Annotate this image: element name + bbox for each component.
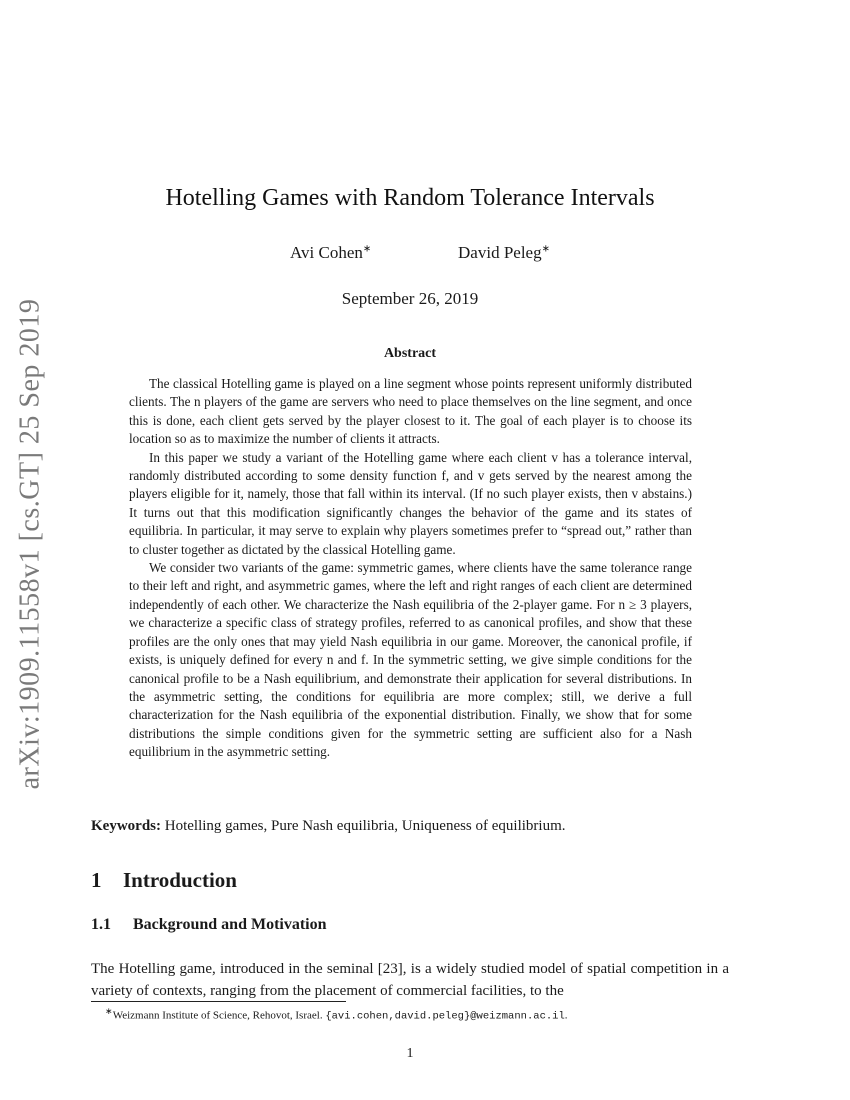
- footnote-mark: ∗: [105, 1006, 113, 1016]
- footnote-text: Weizmann Institute of Science, Rehovot, Israel.: [112, 1009, 323, 1022]
- body-paragraph: The Hotelling game, introduced in the seminal [23], is a widely studied model of spatial competition in a variety of contexts, ranging from the placement of commercial facilities, to the: [91, 961, 729, 999]
- paper-date: September 26, 2019: [341, 289, 479, 308]
- abstract-paragraph: We consider two variants of the game: symmetric games, where clients have the same tolerance range to their left and right, and asymmetric games, where the left and right ranges of each client are determined independently of each other. We characterize the Nash equilibria of the 2-player game. For n ≥ 3 players, we characterize a specific class of strategy profiles, referred to as canonical profiles, and show that these profiles are the only ones that may yield Nash equilibria in our game. Moreover, the canonical profile, if exists, is uniquely defined for every n and f. In the symmetric setting, we give simple conditions for the canonical profile to be a Nash equilibrium, and demonstrate their application for several distributions. In the asymmetric setting, the conditions for equilibria are more complex; still, we derive a full characterization for the Nash equilibria of the exponential distribution. Finally, we show that for some distributions the simple conditions given for the symmetric setting are sufficient also for a Nash equilibrium in the asymmetric setting.: [129, 560, 692, 760]
- abstract-heading: Abstract: [383, 346, 437, 361]
- keywords: [91, 818, 741, 835]
- abstract-paragraph: In this paper we study a variant of the Hotelling game where each client v has a tolerance interval, randomly distributed according to some density function f, and v gets served by the nearest among the players eligible for it, namely, those that fall within its interval. (If no such player exists, then v abstains.) It turns out that this modification significantly changes the behavior of the game and its states of equilibria. In particular, it may serve to explain why players sometimes prefer to “spread out,” rather than to cluster together as dictated by the classical Hotelling game.: [129, 449, 692, 557]
- arxiv-side-stamp: [0, 296, 60, 792]
- footnote-email: {avi.cohen,david.peleg}@weizmann.ac.il: [325, 1010, 565, 1023]
- paper-title: Hotelling Games with Random Tolerance Intervals: [165, 185, 655, 211]
- keywords-label: Keywords:: [91, 818, 161, 834]
- subsection-heading: [91, 916, 327, 934]
- keywords-text: Hotelling games, Pure Nash equilibria, Uniqueness of equilibrium.: [164, 818, 566, 834]
- section-heading: [91, 868, 237, 893]
- section-number: 1: [91, 868, 102, 892]
- subsection-title: Background and Motivation: [133, 916, 327, 933]
- author: David Peleg∗: [458, 243, 550, 262]
- section-title: Introduction: [123, 868, 237, 892]
- page-number: 1: [406, 1046, 414, 1061]
- footnote: ∗Weizmann Institute of Science, Rehovot, Israel. {avi.cohen,david.peleg}@weizmann.ac.il.: [105, 1006, 568, 1023]
- footnote-rule: [91, 1001, 346, 1002]
- subsection-number: 1.1: [91, 916, 111, 933]
- author-list: [290, 243, 550, 263]
- author: Avi Cohen∗: [290, 243, 372, 262]
- abstract-body: [129, 375, 692, 762]
- arxiv-id-text: arXiv:1909.11558v1 [cs.GT] 25 Sep 2019: [14, 298, 46, 790]
- abstract-paragraph: The classical Hotelling game is played on a line segment whose points represent uniformly distributed clients. The n players of the game are servers who need to place themselves on the line segment, and once this is done, each client gets served by the player closest to it. The goal of each player is to choose its location so as to maximize the number of clients it attracts.: [129, 376, 692, 447]
